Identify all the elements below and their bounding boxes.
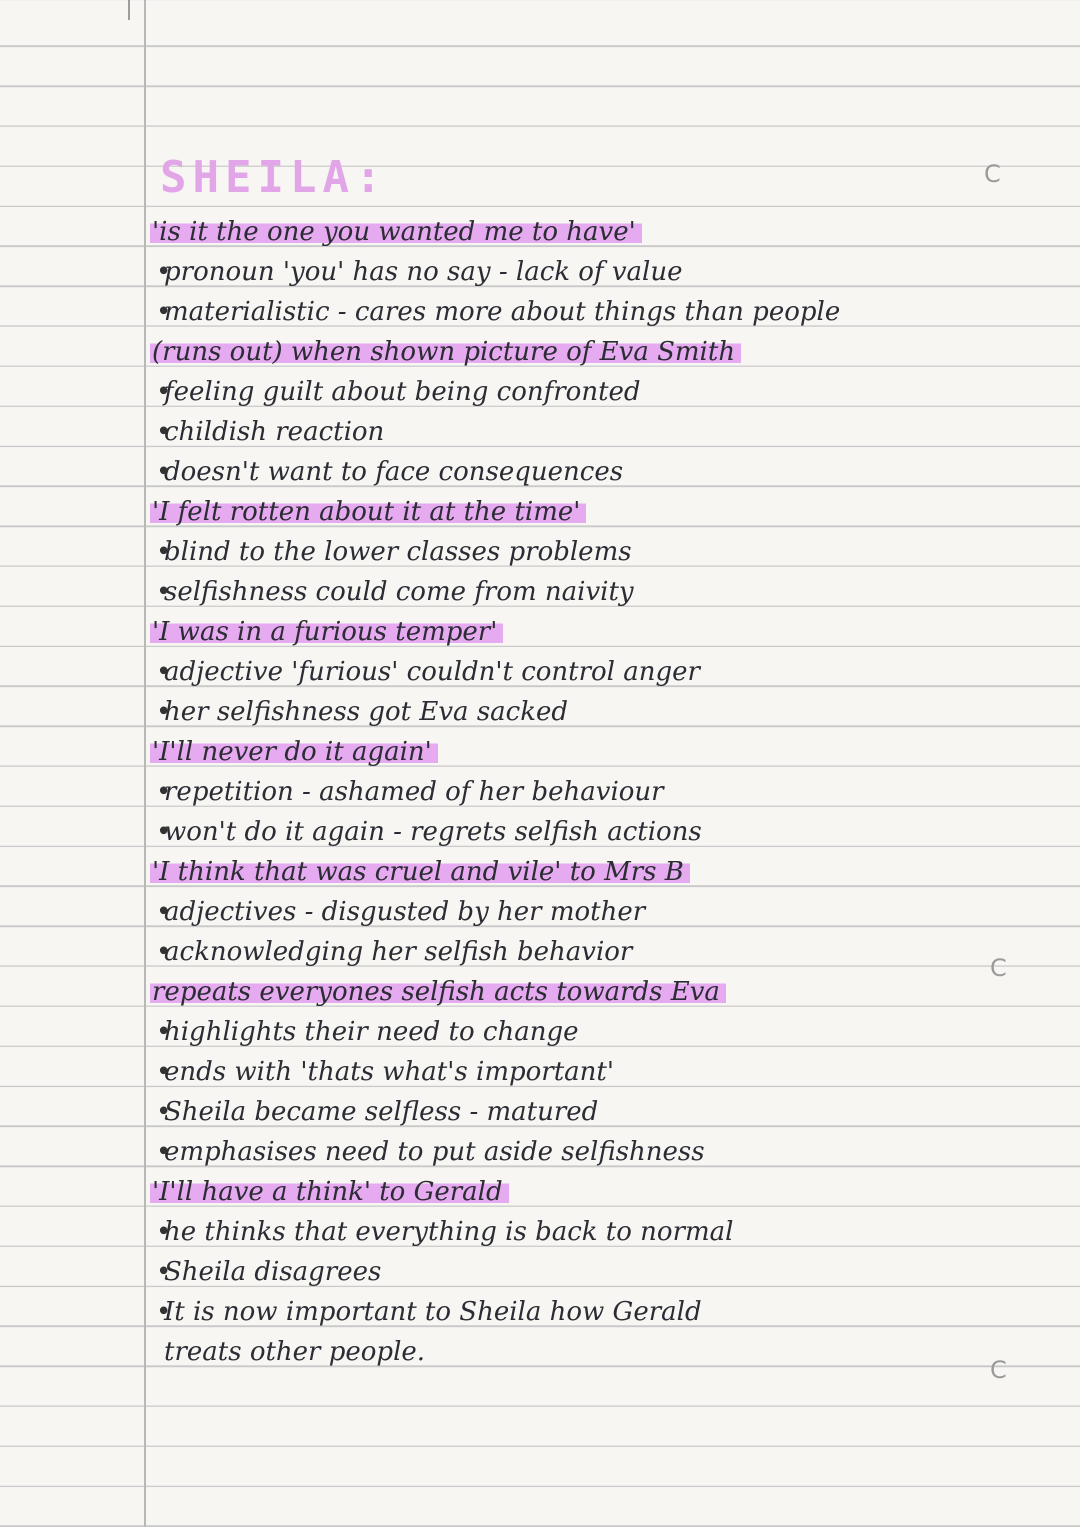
line-text: 'I'll never do it again' bbox=[150, 737, 438, 767]
bullet-line bbox=[150, 1092, 1060, 1132]
line-text: repetition - ashamed of her behaviour bbox=[164, 777, 664, 807]
bullet-line bbox=[150, 252, 1060, 292]
bullet-line bbox=[150, 1132, 1060, 1172]
line-text: pronoun 'you' has no say - lack of value bbox=[164, 257, 683, 287]
bullet-line bbox=[150, 452, 1060, 492]
line-text: repeats everyones selfish acts towards Eva bbox=[150, 977, 726, 1007]
line-text: 'I think that was cruel and vile' to Mrs B bbox=[150, 857, 690, 887]
line-text: ends with 'thats what's important' bbox=[164, 1057, 614, 1087]
line-text: Sheila became selfless - matured bbox=[164, 1097, 599, 1127]
margin-mark-1: C bbox=[984, 160, 1001, 188]
bullet-line bbox=[150, 692, 1060, 732]
quote-line bbox=[150, 332, 1060, 372]
page-title: SHEILA: bbox=[160, 152, 388, 203]
line-text: acknowledging her selfish behavior bbox=[164, 937, 633, 967]
notes-list bbox=[150, 212, 1060, 1372]
line-text: 'is it the one you wanted me to have' bbox=[150, 217, 642, 247]
bullet-line bbox=[150, 1012, 1060, 1052]
line-text: (runs out) when shown picture of Eva Smith bbox=[150, 337, 741, 367]
line-text: won't do it again - regrets selfish actions bbox=[164, 817, 702, 847]
quote-line bbox=[150, 852, 1060, 892]
line-text: Sheila disagrees bbox=[164, 1257, 382, 1287]
bullet-line bbox=[150, 532, 1060, 572]
line-text: It is now important to Sheila how Gerald bbox=[164, 1297, 702, 1327]
bullet-line bbox=[150, 1052, 1060, 1092]
line-text: emphasises need to put aside selfishness bbox=[164, 1137, 705, 1167]
bullet-line bbox=[150, 652, 1060, 692]
bullet-line bbox=[150, 292, 1060, 332]
line-text: 'I felt rotten about it at the time' bbox=[150, 497, 586, 527]
quote-line bbox=[150, 732, 1060, 772]
bullet-line bbox=[150, 1292, 1060, 1332]
page-edge-tick bbox=[128, 0, 130, 20]
margin-mark-2: C bbox=[990, 954, 1007, 982]
bullet-line bbox=[150, 892, 1060, 932]
line-text: highlights their need to change bbox=[164, 1017, 579, 1047]
bullet-line bbox=[150, 1212, 1060, 1252]
line-text: doesn't want to face consequences bbox=[164, 457, 624, 487]
line-text: feeling guilt about being confronted bbox=[164, 377, 641, 407]
line-text: 'I'll have a think' to Gerald bbox=[150, 1177, 509, 1207]
margin-line bbox=[144, 0, 146, 1527]
bullet-line bbox=[150, 772, 1060, 812]
line-text: materialistic - cares more about things than people bbox=[164, 297, 841, 327]
bullet-line bbox=[150, 1252, 1060, 1292]
line-text: 'I was in a furious temper' bbox=[150, 617, 503, 647]
note-line bbox=[150, 1332, 1060, 1372]
margin-mark-3: C bbox=[990, 1356, 1007, 1384]
line-text: blind to the lower classes problems bbox=[164, 537, 632, 567]
bullet-line bbox=[150, 812, 1060, 852]
line-text: adjective 'furious' couldn't control anger bbox=[164, 657, 700, 687]
line-text: childish reaction bbox=[164, 417, 385, 447]
quote-line bbox=[150, 972, 1060, 1012]
line-text: he thinks that everything is back to normal bbox=[164, 1217, 734, 1247]
bullet-line bbox=[150, 932, 1060, 972]
quote-line bbox=[150, 1172, 1060, 1212]
quote-line bbox=[150, 212, 1060, 252]
bullet-line bbox=[150, 412, 1060, 452]
line-text: adjectives - disgusted by her mother bbox=[164, 897, 646, 927]
bullet-line bbox=[150, 372, 1060, 412]
quote-line bbox=[150, 492, 1060, 532]
bullet-line bbox=[150, 572, 1060, 612]
quote-line bbox=[150, 612, 1060, 652]
line-text: treats other people. bbox=[164, 1337, 426, 1367]
line-text: her selfishness got Eva sacked bbox=[164, 697, 569, 727]
line-text: selfishness could come from naivity bbox=[164, 577, 634, 607]
